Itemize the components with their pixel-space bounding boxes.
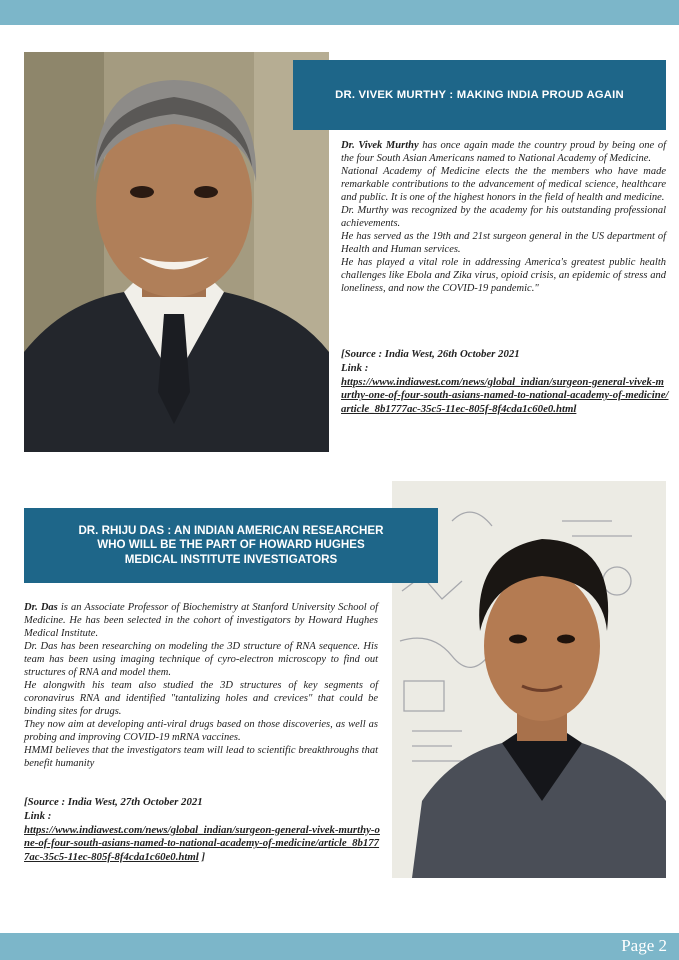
section1-title-banner: [293, 60, 666, 130]
page-number: Page 2: [621, 936, 667, 955]
section2-title-banner: [24, 508, 438, 583]
section1-title: DR. VIVEK MURTHY : MAKING INDIA PROUD AGAIN: [335, 89, 624, 101]
section1-source-link[interactable]: https://www.indiawest.com/news/global_indian/surgeon-general-vivek-murthy-one-of-four-south-asians-named-to-national-academy-of-medicine/article_8b1777ac-35c5-11ec-805f-8f4cda1c60e0.html: [341, 375, 669, 416]
section2-source-text: [Source : India West, 27th October 2021: [24, 796, 203, 808]
section2-paragraph-4: They now aim at developing anti-viral drugs based on those discoveries, as well as probing and improving COVID-19 mRNA vaccines.: [24, 719, 378, 743]
section1-paragraph-2: National Academy of Medicine elects the the members who have made remarkable contributions to the advancement of medical science, healthcare and public. It is one of the highest honors in the field of health and medicine.: [341, 166, 666, 203]
section1-paragraph-3: Dr. Murthy was recognized by the academy for his outstanding professional achievements.: [341, 205, 666, 229]
section2-source: [24, 796, 384, 865]
section2-title: [78, 524, 383, 568]
section2-title-line-3: MEDICAL INSTITUTE INVESTIGATORS: [124, 552, 338, 566]
section2-body: [24, 601, 378, 770]
section1-link-label: Link :: [341, 361, 369, 374]
section1-name: Dr. Vivek Murthy: [341, 140, 419, 151]
section1-source-text: [Source : India West, 26th October 2021: [341, 348, 520, 360]
section2-paragraph-3: He alongwith his team also studied the 3D structures of key segments of coronavirus RNA and identified "tantalizing holes and crevices" that could be binding sites for drugs.: [24, 680, 378, 717]
section2-name: Dr. Das: [24, 602, 58, 613]
section2-link-end: ]: [198, 851, 206, 864]
vivek-murthy-portrait-illustration: [24, 52, 329, 452]
top-decorative-bar: [0, 0, 679, 25]
section1-source: [341, 348, 669, 417]
section2-paragraph-5: HMMI believes that the investigators team will lead to scientific breakthroughs that benefit humanity: [24, 745, 378, 769]
section1-paragraph-4: He has served as the 19th and 21st surgeon general in the US department of Health and Human services.: [341, 231, 666, 255]
section1-paragraph-1-text: has once again made the country proud by being one of the four South Asian Americans named to National Academy of Medicine.: [341, 140, 666, 164]
section2-title-line-1: DR. RHIJU DAS : AN INDIAN AMERICAN RESEARCHER: [78, 523, 384, 537]
section2-paragraph-1: [24, 601, 378, 640]
section2-link-wrapper: [24, 824, 384, 865]
bottom-decorative-bar: [0, 933, 679, 960]
section2-paragraph-1-text: is an Associate Professor of Biochemistry at Stanford University School of Medicine. He has been selected in the cohort of investigators by Howard Hughes Medical Institute.: [24, 602, 378, 639]
section1-body: [341, 139, 666, 295]
section2-link-label: Link :: [24, 809, 52, 822]
section2-title-line-2: WHO WILL BE THE PART OF HOWARD HUGHES: [97, 538, 365, 552]
section2-paragraph-2: Dr. Das has been researching on modeling the 3D structure of RNA sequence. His team has been using imaging technique of cyro-electron microscopy to find out structures of RNA and model them.: [24, 641, 378, 678]
section1-paragraph-5: He has played a vital role in addressing America's greatest public health challenges like Ebola and Zika virus, opioid crisis, an epidemic of stress and loneliness, and now the COVID-19 pandemic.": [341, 257, 666, 294]
vivek-murthy-photo: [24, 52, 329, 452]
section2-source-link[interactable]: https://www.indiawest.com/news/global_indian/surgeon-general-vivek-murthy-one-of-four-south-asians-named-to-national-academy-of-medicine/article_8b1777ac-35c5-11ec-805f-8f4cda1c60e0.html: [24, 823, 380, 864]
section1-paragraph-1: [341, 139, 666, 165]
